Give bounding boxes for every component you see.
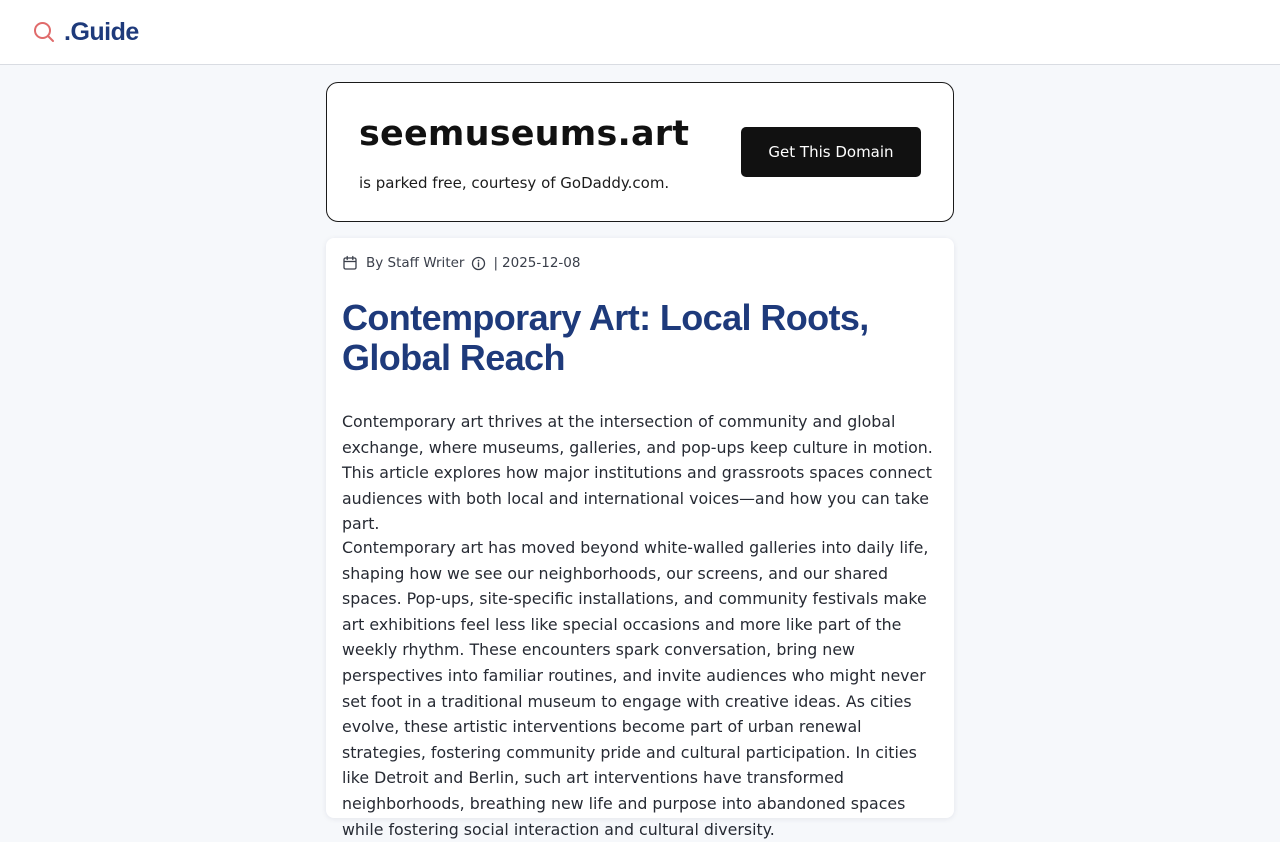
domain-parked-banner (326, 82, 954, 222)
search-icon (33, 21, 55, 43)
article-meta (342, 255, 581, 271)
article-card (326, 238, 954, 839)
article-title: Contemporary Art: Local Roots, Global Reach (342, 297, 869, 378)
info-icon[interactable] (471, 256, 486, 271)
article-author: By Staff Writer (366, 255, 465, 271)
article-paragraph: Contemporary art thrives at the intersection of community and global exchange, where museums, galleries, and pop-ups keep culture in motion. This article explores how major institutions and grassroots spaces connect audiences with both local and international voices—and how you can take part. (342, 412, 933, 534)
domain-name: seemuseums.art (359, 114, 690, 154)
calendar-icon (342, 255, 358, 271)
get-this-domain-button[interactable]: Get This Domain (741, 127, 921, 177)
article-date: 2025-12-08 (502, 255, 581, 271)
top-bar (0, 0, 1280, 65)
logo-text: .Guide (64, 18, 139, 46)
article-paragraph: Contemporary art has moved beyond white-walled galleries into daily life, shaping how we see our neighborhoods, our screens, and our shared spaces. Pop-ups, site-specific installations, and community festivals make art exhibitions feel less like special occasions and more like part of the weekly rhythm. These encounters spark conversation, bring new perspectives into familiar routines, and invite audiences who might never set foot in a traditional museum to engage with creative ideas. As cities evolve, these artistic interventions become part of urban renewal strategies, fostering community pride and cultural participation. In cities like Detroit and Berlin, such art interventions have transformed neighborhoods, breathing new life and purpose into abandoned spaces while fostering social interaction and cultural diversity. (342, 538, 929, 839)
domain-parked-note: is parked free, courtesy of GoDaddy.com. (359, 174, 670, 192)
meta-separator: | (493, 255, 499, 271)
site-logo[interactable] (33, 18, 139, 46)
